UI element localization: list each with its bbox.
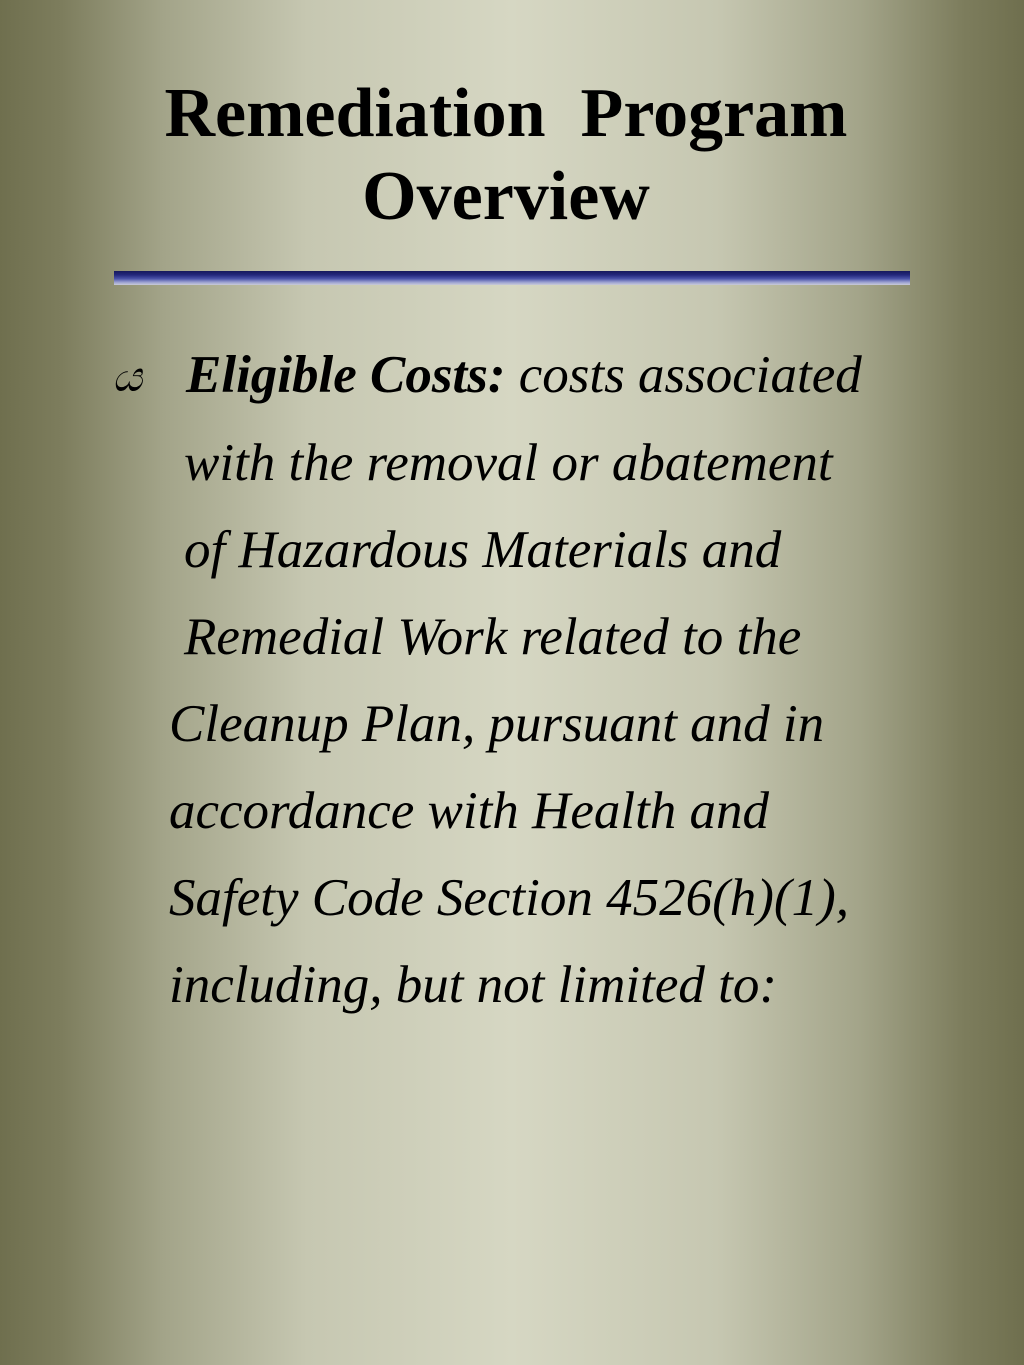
body-line-1 (186, 345, 862, 405)
body-line-2: with the removal or abatement (184, 434, 833, 492)
body-line-4: Remedial Work related to the (184, 608, 802, 666)
title-divider (114, 271, 910, 285)
body-line-8: including, but not limited to: (169, 956, 777, 1014)
title-line-2: Overview (362, 158, 650, 235)
body-line-6: accordance with Health and (169, 782, 770, 840)
body-line-3: of Hazardous Materials and (184, 521, 782, 579)
body-text-1: costs associated (518, 346, 862, 404)
title-line-1: Remediation Program (164, 75, 848, 152)
bullet-icon: ය (112, 355, 143, 401)
body-line-5: Cleanup Plan, pursuant and in (169, 695, 825, 753)
eligible-costs-label: Eligible Costs: (186, 346, 506, 404)
body-line-7: Safety Code Section 4526(h)(1), (169, 869, 849, 927)
slide-title (0, 72, 1012, 238)
